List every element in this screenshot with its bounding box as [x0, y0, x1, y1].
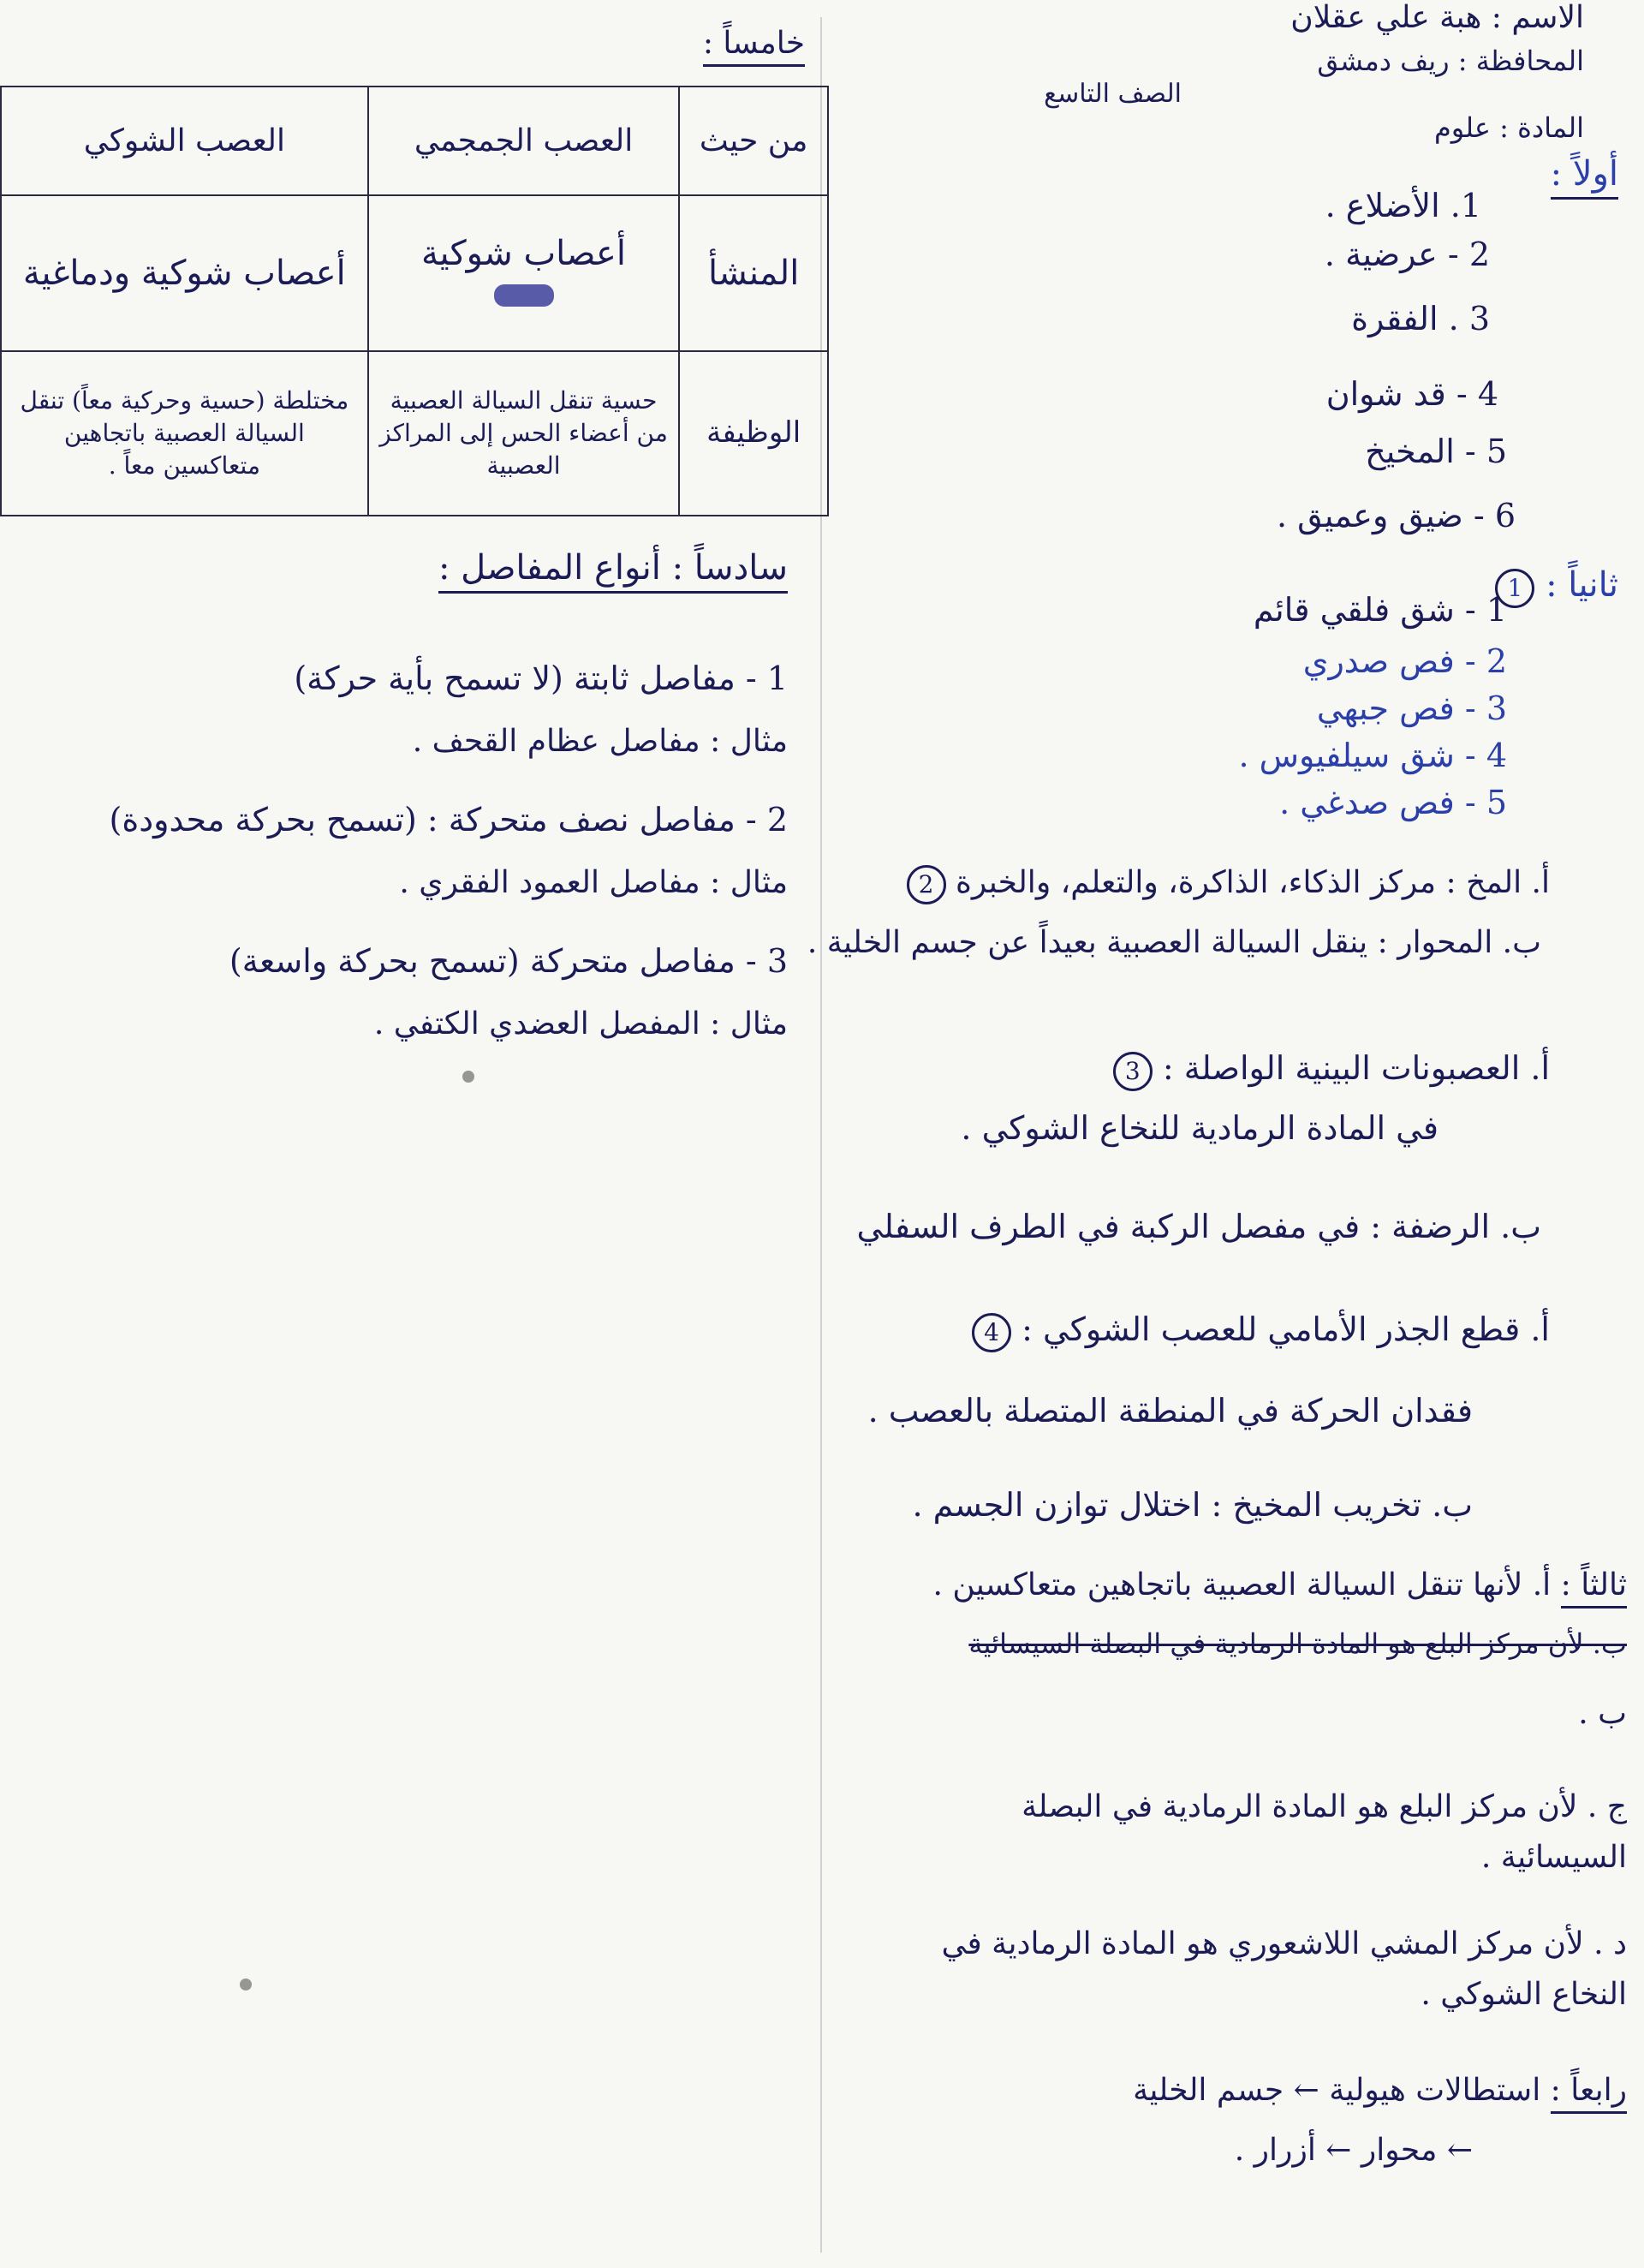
third-a [932, 1567, 1627, 1603]
joint-type-3: 3 - مفاصل متحركة (تسمح بحركة واسعة) [229, 942, 788, 980]
grade: الصف التاسع [1044, 79, 1182, 109]
paper-speck [240, 1979, 252, 1990]
third-struck-answer: ب. لأن مركز البلع هو المادة الرمادية في البصلة السيسائية [968, 1627, 1627, 1660]
second-title-text: ثانياً : [1546, 565, 1618, 605]
second-item-1: 1 - شق فلقي قائم [1253, 591, 1507, 629]
table-cell-function-label: الوظيفة [679, 351, 828, 516]
q3-b: ب. الرضفة : في مفصل الركبة في الطرف السفلي [856, 1208, 1541, 1245]
q3-a-answer: في المادة الرمادية للنخاع الشوكي . [961, 1109, 1438, 1147]
q4-a [965, 1310, 1550, 1352]
q2-b: ب. المحوار : ينقل السيالة العصبية بعيداً عن جسم الخلية . [807, 925, 1541, 960]
q2-a [900, 865, 1550, 904]
section-fifth-title: خامساً : [703, 26, 805, 67]
first-item-3: 3 . الفقرة [1351, 300, 1490, 337]
table-header-cranial: العصب الجمجمي [368, 87, 680, 195]
fourth-title: رابعاً : [1551, 2073, 1627, 2114]
first-item-1: 1. الأضلاع . [1325, 187, 1481, 224]
fourth-line-1-text: استطالات هيولية ← جسم الخلية [1133, 2073, 1541, 2108]
joint-example-1: مثال : مفاصل عظام القحف . [412, 724, 788, 759]
joint-example-2: مثال : مفاصل العمود الفقري . [399, 865, 788, 900]
q3-a [1106, 1049, 1550, 1091]
third-a-text: أ. لأنها تنقل السيالة العصبية باتجاهين متعاكسين . [932, 1567, 1552, 1603]
third-c: ج . لأن مركز البلع هو المادة الرمادية في البصلة السيسائية . [1022, 1789, 1627, 1876]
first-item-6: 6 - ضيق وعميق . [1277, 497, 1516, 534]
paper-speck [462, 1071, 474, 1083]
table-row [1, 351, 828, 516]
q4-a-text: أ. قطع الجذر الأمامي للعصب الشوكي : [1022, 1310, 1550, 1348]
q3-number-circle: 3 [1113, 1052, 1153, 1091]
table-header-spinal: العصب الشوكي [1, 87, 368, 195]
second-item-3: 3 - فص جبهي [1316, 689, 1507, 727]
section-sixth-title: سادساً : أنواع المفاصل : [438, 548, 788, 594]
second-item-4: 4 - شق سيلفيوس . [1238, 737, 1507, 774]
second-item-2: 2 - فص صدري [1302, 642, 1507, 680]
first-item-2: 2 - عرضية . [1324, 236, 1490, 273]
q4-number-circle: 4 [972, 1313, 1011, 1352]
joint-example-3: مثال : المفصل العضدي الكتفي . [373, 1006, 788, 1041]
subject: المادة : علوم [1433, 111, 1584, 144]
table-cell-cranial-origin [368, 195, 680, 351]
table-cell-cranial-function: حسية تنقل السيالة العصبية من أعضاء الحس إلى المراكز العصبية [368, 351, 680, 516]
q2-number-circle: 2 [907, 865, 946, 904]
third-title: ثالثاً : [1561, 1567, 1627, 1608]
scribble-mark [494, 284, 554, 307]
q2-a-text: أ. المخ : مركز الذكاء، الذاكرة، والتعلم، والخبرة [956, 865, 1550, 900]
joint-type-2: 2 - مفاصل نصف متحركة : (تسمح بحركة محدودة) [109, 801, 788, 839]
governorate: المحافظة : ريف دمشق [1317, 45, 1584, 77]
q4-a-answer: فقدان الحركة في المنطقة المتصلة بالعصب . [867, 1392, 1473, 1429]
q4-b: ب. تخريب المخيخ : اختلال توازن الجسم . [912, 1486, 1473, 1524]
table-row [1, 195, 828, 351]
q3-a-text: أ. العصبونات البينية الواصلة : [1162, 1049, 1550, 1087]
table-cell-origin-label: المنشأ [679, 195, 828, 351]
first-item-5: 5 - المخيخ [1365, 433, 1507, 470]
cranial-origin-text: أعصاب شوكية [421, 234, 627, 273]
nerve-comparison-table [0, 86, 829, 516]
fourth-line-2: ← محوار ← أزرار . [1234, 2133, 1473, 2168]
table-header-row [1, 87, 828, 195]
table-header-aspect: من حيث [679, 87, 828, 195]
student-name: الاسم : هبة علي عقلان [1290, 0, 1584, 35]
first-item-4: 4 - قد شوان [1325, 375, 1498, 413]
section-second-title [1488, 565, 1618, 608]
third-b: ب . [1578, 1696, 1627, 1731]
fourth-line-1 [1133, 2073, 1627, 2108]
q1-number-circle: 1 [1495, 569, 1534, 608]
third-d: د . لأن مركز المشي اللاشعوري هو المادة الرمادية في النخاع الشوكي . [941, 1926, 1627, 2013]
second-item-5: 5 - فص صدغي . [1279, 784, 1507, 821]
table-cell-spinal-function: مختلطة (حسية وحركية معاً) تنقل السيالة العصبية باتجاهين متعاكسين معاً . [1, 351, 368, 516]
section-first-title: أولاً : [1551, 154, 1618, 200]
joint-type-1: 1 - مفاصل ثابتة (لا تسمح بأية حركة) [294, 660, 788, 697]
table-cell-spinal-origin: أعصاب شوكية ودماغية [1, 195, 368, 351]
